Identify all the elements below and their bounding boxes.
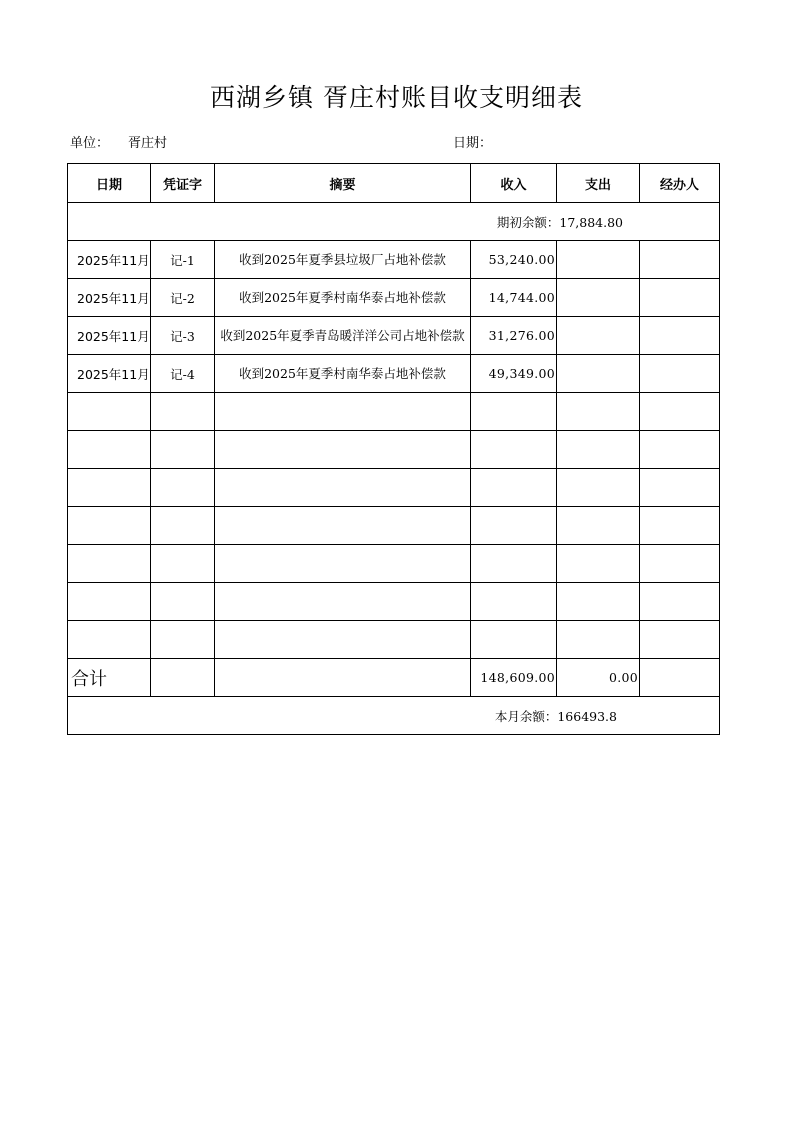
cell-expense xyxy=(557,355,640,393)
empty-row xyxy=(68,393,720,431)
closing-balance-value: 166493.8 xyxy=(557,708,617,724)
empty-cell xyxy=(640,507,720,545)
cell-handler xyxy=(640,355,720,393)
empty-cell xyxy=(215,431,471,469)
empty-cell xyxy=(68,507,151,545)
cell-voucher: 记-2 xyxy=(151,279,215,317)
empty-cell xyxy=(68,583,151,621)
cell-summary: 收到2025年夏季青岛暖洋洋公司占地补偿款 xyxy=(215,317,471,355)
empty-row xyxy=(68,545,720,583)
empty-cell xyxy=(151,507,215,545)
empty-row xyxy=(68,431,720,469)
empty-cell xyxy=(68,431,151,469)
opening-balance-label: 期初余额： xyxy=(496,214,560,230)
empty-cell xyxy=(215,583,471,621)
col-header-handler: 经办人 xyxy=(640,164,720,203)
cell-expense xyxy=(557,317,640,355)
cell-income: 31,276.00 xyxy=(471,317,557,355)
empty-cell xyxy=(215,507,471,545)
empty-cell xyxy=(215,621,471,659)
empty-cell xyxy=(640,545,720,583)
cell-expense xyxy=(557,241,640,279)
closing-balance-row xyxy=(68,697,720,735)
total-label: 合计 xyxy=(68,659,151,697)
col-header-income: 收入 xyxy=(471,164,557,203)
ledger-table xyxy=(67,163,720,735)
opening-balance-row xyxy=(68,203,720,241)
empty-row xyxy=(68,469,720,507)
cell-date: 2025年11月 xyxy=(68,317,151,355)
cell-summary: 收到2025年夏季县垃圾厂占地补偿款 xyxy=(215,241,471,279)
table-row xyxy=(68,241,720,279)
total-row xyxy=(68,659,720,697)
empty-cell xyxy=(215,659,471,697)
empty-cell xyxy=(557,507,640,545)
empty-cell xyxy=(471,469,557,507)
col-header-summary: 摘要 xyxy=(215,164,471,203)
empty-cell xyxy=(557,583,640,621)
opening-balance-value: 17,884.80 xyxy=(559,214,623,230)
table-row xyxy=(68,317,720,355)
cell-voucher: 记-1 xyxy=(151,241,215,279)
empty-cell xyxy=(640,659,720,697)
closing-balance-label: 本月余额： xyxy=(494,708,558,724)
table-row xyxy=(68,279,720,317)
empty-cell xyxy=(215,393,471,431)
empty-cell xyxy=(151,621,215,659)
cell-voucher: 记-3 xyxy=(151,317,215,355)
empty-cell xyxy=(557,621,640,659)
cell-summary: 收到2025年夏季村南华泰占地补偿款 xyxy=(215,279,471,317)
empty-cell xyxy=(151,431,215,469)
empty-cell xyxy=(471,507,557,545)
empty-cell xyxy=(557,545,640,583)
unit-value: 胥庄村 xyxy=(128,136,168,151)
empty-cell xyxy=(557,393,640,431)
empty-cell xyxy=(151,583,215,621)
cell-voucher: 记-4 xyxy=(151,355,215,393)
empty-cell xyxy=(640,469,720,507)
empty-cell xyxy=(471,621,557,659)
header-row xyxy=(68,164,720,203)
unit-label: 单位： xyxy=(70,136,110,151)
cell-date: 2025年11月 xyxy=(68,279,151,317)
empty-cell xyxy=(68,621,151,659)
empty-cell xyxy=(151,659,215,697)
total-income: 148,609.00 xyxy=(471,659,557,697)
empty-cell xyxy=(215,545,471,583)
empty-row xyxy=(68,583,720,621)
empty-cell xyxy=(557,431,640,469)
empty-cell xyxy=(68,469,151,507)
cell-handler xyxy=(640,279,720,317)
cell-income: 53,240.00 xyxy=(471,241,557,279)
cell-income: 49,349.00 xyxy=(471,355,557,393)
empty-cell xyxy=(640,583,720,621)
empty-cell xyxy=(215,469,471,507)
empty-row xyxy=(68,621,720,659)
empty-cell xyxy=(640,621,720,659)
empty-row xyxy=(68,507,720,545)
cell-income: 14,744.00 xyxy=(471,279,557,317)
cell-date: 2025年11月 xyxy=(68,241,151,279)
empty-cell xyxy=(151,393,215,431)
cell-date: 2025年11月 xyxy=(68,355,151,393)
col-header-voucher: 凭证字 xyxy=(151,164,215,203)
cell-summary: 收到2025年夏季村南华泰占地补偿款 xyxy=(215,355,471,393)
date-label: 日期： xyxy=(453,136,493,151)
cell-handler xyxy=(640,241,720,279)
empty-cell xyxy=(471,393,557,431)
empty-cell xyxy=(68,393,151,431)
closing-balance xyxy=(68,697,720,735)
empty-cell xyxy=(151,545,215,583)
cell-expense xyxy=(557,279,640,317)
page-title: 西湖乡镇 胥庄村账目收支明细表 xyxy=(210,83,583,112)
col-header-expense: 支出 xyxy=(557,164,640,203)
total-expense: 0.00 xyxy=(557,659,640,697)
empty-cell xyxy=(640,431,720,469)
opening-balance xyxy=(68,203,720,241)
empty-cell xyxy=(68,545,151,583)
empty-cell xyxy=(471,583,557,621)
empty-cell xyxy=(471,545,557,583)
empty-cell xyxy=(557,469,640,507)
table-row xyxy=(68,355,720,393)
col-header-date: 日期 xyxy=(68,164,151,203)
empty-cell xyxy=(151,469,215,507)
empty-cell xyxy=(471,431,557,469)
empty-cell xyxy=(640,393,720,431)
cell-handler xyxy=(640,317,720,355)
